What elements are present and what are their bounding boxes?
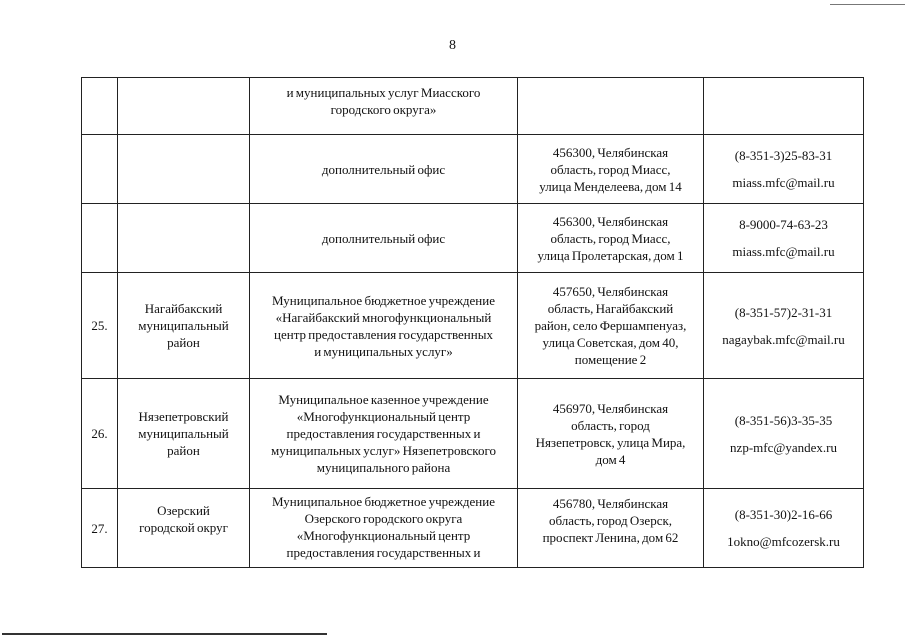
institution-cell: и муниципальных услуг Миасского городского округа» <box>250 78 518 135</box>
email: nagaybak.mfc@mail.ru <box>722 331 845 347</box>
phone: 8-9000-74-63-23 <box>739 217 828 232</box>
table-row <box>82 489 864 568</box>
table-row <box>82 379 864 489</box>
contacts-cell <box>704 489 864 568</box>
contacts-cell <box>704 379 864 489</box>
row-number <box>82 204 118 273</box>
phone: (8-351-3)25-83-31 <box>734 148 833 163</box>
email: 1okno@mfcozersk.ru <box>727 534 840 549</box>
district-cell <box>118 78 250 135</box>
institution-cell: Муниципальное бюджетное учреждение «Нагайбакский многофункциональный центр предоставления государственных и муниципальных услуг» <box>250 273 518 379</box>
address-cell <box>518 78 704 135</box>
district-cell <box>118 135 250 204</box>
row-number: 25. <box>82 273 118 379</box>
table-row <box>82 78 864 135</box>
top-rule <box>830 4 905 5</box>
phone: (8-351-30)2-16-66 <box>734 507 833 522</box>
page-number: 8 <box>449 38 456 53</box>
table-row <box>82 273 864 379</box>
address-cell: 456970, Челябинская область, город Нязепетровск, улица Мира, дом 4 <box>518 379 704 489</box>
email: nzp-mfc@yandex.ru <box>730 439 837 455</box>
institution-cell: Муниципальное казенное учреждение «Многофункциональный центр предоставления государственных и муниципальных услуг» Нязепетровского муниципального района <box>250 379 518 489</box>
address-cell: 456780, Челябинская область, город Озерск, проспект Ленина, дом 62 <box>518 489 704 568</box>
institution-cell: дополнительный офис <box>250 135 518 204</box>
district-cell <box>118 204 250 273</box>
institution-cell: Муниципальное бюджетное учреждение Озерского городского округа «Многофункциональный центр предоставления государственных и <box>250 489 518 568</box>
row-number <box>82 78 118 135</box>
bottom-rule <box>2 633 327 635</box>
table-row <box>82 135 864 204</box>
contacts-cell <box>704 135 864 204</box>
district-cell: Нагайбакский муниципальный район <box>118 273 250 379</box>
email: miass.mfc@mail.ru <box>732 244 835 259</box>
phone: (8-351-57)2-31-31 <box>734 304 833 320</box>
row-number <box>82 135 118 204</box>
row-number: 27. <box>82 489 118 568</box>
table-row <box>82 204 864 273</box>
phone: (8-351-56)3-35-35 <box>734 412 833 428</box>
address-cell: 456300, Челябинская область, город Миасс, улица Пролетарская, дом 1 <box>518 204 704 273</box>
contacts-cell <box>704 273 864 379</box>
district-cell: Нязепетровский муниципальный район <box>118 379 250 489</box>
institution-cell: дополнительный офис <box>250 204 518 273</box>
contacts-cell <box>704 78 864 135</box>
district-cell: Озерский городской округ <box>118 489 250 568</box>
email: miass.mfc@mail.ru <box>732 175 835 190</box>
mfc-table <box>81 77 864 568</box>
address-cell: 456300, Челябинская область, город Миасс, улица Менделеева, дом 14 <box>518 135 704 204</box>
contacts-cell <box>704 204 864 273</box>
address-cell: 457650, Челябинская область, Нагайбакский район, село Фершампенуаз, улица Советская, дом 40, помещение 2 <box>518 273 704 379</box>
row-number: 26. <box>82 379 118 489</box>
